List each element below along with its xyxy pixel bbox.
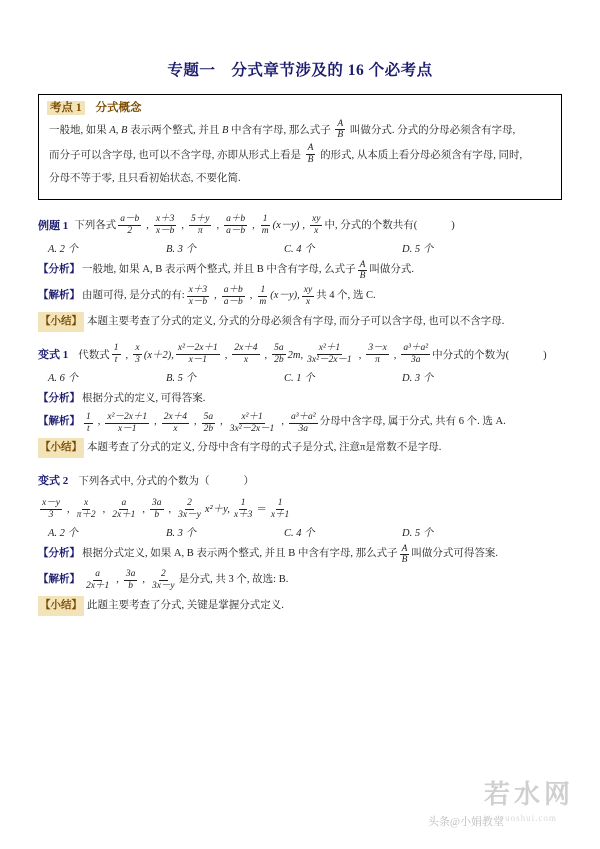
option-c[interactable]: C. 4 个 <box>284 528 315 540</box>
frac-num: A <box>337 118 344 129</box>
frac-num: 1 <box>113 343 119 354</box>
option-d[interactable]: D. 5 个 <box>402 244 434 255</box>
option-a[interactable]: A. 6 个 <box>48 373 79 385</box>
analysis-tag: 【分析】 <box>38 264 80 275</box>
v1-stem-extra2: 2m, <box>287 349 304 361</box>
equals-sign: ＝ <box>256 504 267 516</box>
solution-pre: 由题可得, 是分式的有: <box>82 289 185 301</box>
frac5-tail: (x－y) <box>272 220 300 232</box>
frac-6 <box>310 214 322 237</box>
variant2-solution: 【解析】 $\frac{a}{2x+1}$ , $\frac{3a}{b}$ , $\frac{2}{3x-y}$ 是分式, 共 3 个, 故选: B. <box>38 569 289 592</box>
frac-den: 2b <box>274 355 284 366</box>
frac-den: 2b <box>203 423 214 434</box>
concept-line1-post: 叫做分式. 分式的分母必须含有字母, <box>349 124 516 136</box>
v2-sol-frac-2 <box>124 569 138 592</box>
frac-den: B <box>307 155 314 166</box>
frac-den: x－b <box>155 225 175 236</box>
frac-3 <box>189 214 211 237</box>
example1-stem-pre: 下列各式 <box>74 220 117 232</box>
frac-den: b <box>154 509 160 520</box>
example1-solution: 【解析】 由题可得, 是分式的有: $\frac{x+3}{x-b}$ , $\frac{a+b}{a-b}$ , $\frac{1}{m}$ (x－y), $\frac{xy}{x}$ 共 4 个, 选 C. <box>38 285 376 308</box>
variant2-summary <box>38 596 562 616</box>
comma-1: , <box>115 124 119 136</box>
v1-frac-3 <box>176 343 220 366</box>
variant1-analysis <box>38 389 562 409</box>
frac-den: 3x－y <box>151 581 175 592</box>
concept-line2-post: 的形式, 从本质上看分母必须含有字母, 同时, <box>320 149 523 161</box>
frac-den: B <box>337 130 344 141</box>
frac-num: A <box>401 543 408 554</box>
frac-num: 3－x <box>368 343 387 354</box>
variant1-stem-pre: 代数式 <box>78 349 110 361</box>
frac-den: m <box>261 225 269 236</box>
v2-frac-6 <box>232 498 254 521</box>
frac-5 <box>260 214 271 237</box>
sol-frac-4 <box>302 285 314 308</box>
option-a[interactable]: A. 2 个 <box>48 244 79 255</box>
frac-num: xy <box>303 285 313 296</box>
solution-mid: (x－y), <box>270 289 300 301</box>
frac-den: x <box>173 423 178 434</box>
frac-den: a－b <box>223 297 243 308</box>
sol-frac-1 <box>187 285 209 308</box>
frac-num: 1 <box>277 497 283 508</box>
frac-den: π＋2 <box>76 509 96 520</box>
variant1-stem-end: ) <box>543 349 547 361</box>
watermark-text: 若水网 <box>483 780 574 809</box>
summary-text: 此题主要考查了分式, 关键是掌握分式定义. <box>87 599 284 611</box>
frac-num: a＋b <box>223 285 243 296</box>
v1-sol-frac-1 <box>84 412 93 435</box>
frac-4 <box>224 214 247 237</box>
frac-den: 2 <box>127 225 133 236</box>
frac-den: t <box>114 355 118 366</box>
v1-frac-5 <box>272 343 286 366</box>
summary-text: 本题主要考查了分式的定义, 分式的分母必须含有字母, 而分子可以含字母, 也可以不含字母. <box>87 315 505 327</box>
concept-line-3: 分母不等于零, 且只看初始状态, 不要化简. <box>49 172 241 184</box>
v1-frac-8 <box>401 343 430 366</box>
summary-text: 本题考查了分式的定义, 分母中含有字母的式子是分式, 注意π是常数不是字母. <box>87 442 442 454</box>
sol-frac-2 <box>222 285 245 308</box>
frac-den: x＋3 <box>233 509 253 520</box>
frac-num: x＋3 <box>155 213 175 224</box>
variant2-head: 变式 2 <box>38 475 69 488</box>
v1-sol-frac-2 <box>105 412 149 435</box>
frac-num: x <box>135 343 140 354</box>
frac-den: x <box>243 355 249 366</box>
frac-num: 2x＋4 <box>163 411 188 422</box>
example1-analysis <box>38 260 562 283</box>
frac-a-over-b <box>358 260 368 283</box>
frac-num: 2 <box>187 497 192 508</box>
variant1-stem: 变式 1 代数式 $\frac{1}{t}$ , $\frac{x}{3}$ (x＋2), $\frac{\text{x²－2x＋1}}{x-1}$ , $\frac{2x+4}{x}$ , $\frac{5a}{2b}$ 2m, $\frac{\text{x²＋1}}{\text{3x²－2x－1}}$ , $\frac{3-x}{\pi}$ , $\frac{\text{a³＋a²}}{3a}$ 中分式的个数为( ) <box>38 343 547 366</box>
v2-stem-mid: x²＋y, <box>204 504 230 516</box>
v1-sol-frac-4 <box>202 412 216 435</box>
summary-tag: 【小结】 <box>38 438 84 458</box>
v1-frac-1 <box>112 343 121 366</box>
frac-num: x²＋1 <box>241 411 263 422</box>
concept-line-1 <box>49 119 551 142</box>
example1-summary <box>38 312 562 332</box>
frac-den: x－1 <box>118 423 137 434</box>
solution-post: 分母中含字母, 属于分式, 共有 6 个. 选 A. <box>319 416 506 428</box>
option-c[interactable]: C. 1 个 <box>284 373 315 385</box>
frac-den: 3x²－2x－1 <box>307 355 352 366</box>
frac-den: a－b <box>226 225 246 236</box>
watermark-sub: ruoshui.com <box>501 813 557 823</box>
option-b[interactable]: B. 3 个 <box>166 244 197 255</box>
frac-den: B <box>401 555 408 566</box>
v1-frac-4 <box>232 343 259 366</box>
example1-head: 例题 1 <box>38 219 69 232</box>
analysis-pre: 根据分式定义, 如果 A, B 表示两个整式, 并且 B 中含有字母, 那么式子 <box>82 548 398 560</box>
page-title: 专题一 分式章节涉及的 16 个必考点 <box>167 62 433 79</box>
frac-den: 3 <box>48 509 54 520</box>
kaodian-label: 考点 1 <box>47 101 85 115</box>
analysis-text-pre: 一般地, 如果 A, B 表示两个整式, 并且 B 中含有字母, 么式子 <box>82 264 356 275</box>
frac-num: A <box>307 143 314 154</box>
frac-den: 3a <box>411 355 421 366</box>
solution-post: 是分式, 共 3 个, 故选: B. <box>178 573 289 585</box>
concept-body <box>39 117 561 199</box>
summary-tag: 【小结】 <box>38 312 84 332</box>
variant2-stem-pre: 下列各式中, 分式的个数为（ <box>78 475 210 487</box>
frac-num: x＋3 <box>188 285 208 296</box>
frac-num: 2x＋4 <box>234 343 258 354</box>
variant2-options <box>48 525 562 540</box>
frac-num: 3a <box>125 569 136 580</box>
option-a[interactable]: A. 2 个 <box>48 528 79 540</box>
frac-den: 3x²－2x－1 <box>229 423 275 434</box>
summary-tag: 【小结】 <box>38 596 84 616</box>
option-d[interactable]: D. 3 个 <box>402 373 434 385</box>
solution-tag: 【解析】 <box>38 289 80 301</box>
frac-den: π <box>197 225 203 236</box>
v2-frac-4 <box>150 498 164 521</box>
frac-num: 2 <box>160 569 166 580</box>
frac-num: 1 <box>86 411 91 422</box>
frac-den: 3x－y <box>178 509 201 520</box>
var-a: A <box>109 124 116 136</box>
example1-stem-post: 中, 分式的个数共有( <box>324 220 418 232</box>
frac-num: 1 <box>260 285 266 296</box>
v2-frac-5 <box>176 498 203 521</box>
v1-frac-2 <box>133 343 142 366</box>
v2-frac-7 <box>269 498 291 521</box>
frac-den: x＋1 <box>270 509 290 520</box>
v1-sol-frac-5 <box>228 412 277 435</box>
frac-num: xy <box>312 213 321 224</box>
frac-num: x <box>83 497 89 508</box>
frac-num: 1 <box>240 497 246 508</box>
frac-den: x <box>314 225 319 236</box>
frac-den: 2x＋1 <box>112 509 136 520</box>
frac-den: 3 <box>135 355 140 366</box>
frac-num: 5a <box>274 343 284 354</box>
watermark-logo: 头条@小娟教堂 <box>427 816 504 828</box>
frac-num: a <box>121 497 127 508</box>
variant2-stem-end: ） <box>243 475 254 487</box>
frac-1 <box>118 214 141 237</box>
v1-frac-7 <box>366 343 388 366</box>
frac-num: 1 <box>262 213 268 224</box>
variant1-summary <box>38 438 562 458</box>
frac-den: π <box>375 355 380 366</box>
variant1-stem-post: 中分式的个数为( <box>432 349 510 361</box>
v1-sol-frac-6 <box>289 412 318 435</box>
concept-line2-pre: 而分子可以含字母, 也可以不含字母, 亦即从形式上看是 <box>49 149 301 161</box>
concept-line1-pre: 一般地, 如果 <box>49 124 107 136</box>
frac-num: x²－2x＋1 <box>177 343 218 354</box>
v2-sol-frac-1 <box>84 569 111 592</box>
variant2-expressions: $\frac{x-y}{3}$ , $\frac{x}{\pi+2}$ , $\frac{a}{2x+1}$ , $\frac{3a}{b}$ , $\frac{2}{3x-y}$ x²＋y, $\frac{1}{x+3}$ ＝ $\frac{1}{x+1}$ <box>42 497 290 520</box>
concept-box <box>38 94 562 200</box>
frac-den: x <box>305 297 311 308</box>
frac-num: a <box>95 569 100 580</box>
concept-header <box>39 95 561 117</box>
example1-stem-end: ) <box>451 220 455 232</box>
var-b2: B <box>221 124 229 136</box>
page-content <box>38 58 562 619</box>
v2-frac-2 <box>75 498 98 521</box>
v1-frac-6 <box>305 343 354 366</box>
v1-sol-frac-3 <box>162 412 189 435</box>
frac-num: 5＋y <box>190 213 210 224</box>
option-b[interactable]: B. 5 个 <box>166 373 197 385</box>
fraction-a-over-b <box>335 119 345 142</box>
analysis-tag: 【分析】 <box>38 393 80 405</box>
problem-example-1 <box>38 214 562 331</box>
frac-2 <box>154 214 176 237</box>
v2-frac-3 <box>110 498 137 521</box>
solution-tag: 【解析】 <box>38 573 80 585</box>
variant1-solution: 【解析】 $\frac{1}{t}$ , $\frac{\text{x²－2x＋1}}{x-1}$ , $\frac{2x+4}{x}$ , $\frac{5a}{2b}$ , $\frac{\text{x²＋1}}{\text{3x²－2x－1}}$ , $\frac{\text{a³＋a²}}{3a}$ 分母中含字母, 属于分式, 共有 6 个. 选 A. <box>38 411 506 434</box>
v2-frac-1 <box>40 498 62 521</box>
analysis-text-post: 叫做分式. <box>369 264 415 275</box>
frac-num: x²＋1 <box>318 343 341 354</box>
frac-num: x²－2x＋1 <box>107 411 148 422</box>
v2-sol-frac-3 <box>150 569 177 592</box>
frac-den: b <box>128 581 133 592</box>
concept-line-2 <box>49 144 551 167</box>
frac-den: B <box>359 271 366 282</box>
frac-den: 3a <box>298 423 309 434</box>
solution-post: 共 4 个, 选 C. <box>316 289 376 301</box>
frac-den: t <box>87 423 90 434</box>
frac-num: x－y <box>42 497 60 508</box>
frac-num: a＋b <box>226 213 246 224</box>
option-c[interactable]: C. 4 个 <box>284 244 315 255</box>
problem-variant-2 <box>38 470 562 615</box>
variant2-analysis <box>38 544 562 567</box>
var-b: B <box>121 124 128 136</box>
sol-frac-3 <box>257 285 268 308</box>
option-b[interactable]: B. 3 个 <box>166 528 197 540</box>
v1-stem-extra: (x＋2), <box>143 349 174 361</box>
frac-den: x－1 <box>188 355 208 366</box>
v2-frac-a-over-b <box>400 544 410 567</box>
frac-num: a³＋a² <box>290 411 316 422</box>
analysis-tag: 【分析】 <box>38 548 80 560</box>
frac-num: A <box>359 259 366 270</box>
frac-num: 5a <box>203 411 214 422</box>
variant1-head: 变式 1 <box>38 349 69 362</box>
concept-line1-mid3: 中含有字母, 那么式子 <box>231 124 331 136</box>
frac-num: a³＋a² <box>403 343 429 354</box>
solution-tag: 【解析】 <box>38 416 80 428</box>
concept-line1-mid2: 表示两个整式, 并且 <box>130 124 220 136</box>
example1-options <box>48 241 562 256</box>
frac-den: m <box>259 297 267 308</box>
analysis-text: 根据分式的定义, 可得答案. <box>82 393 206 405</box>
frac-num: a－b <box>120 213 140 224</box>
watermark <box>484 774 574 823</box>
analysis-post: 叫做分式可得答案. <box>411 548 499 560</box>
variant2-stem <box>38 470 562 492</box>
frac-den: 2x＋1 <box>86 581 110 592</box>
variant1-options <box>48 370 562 385</box>
fraction-a-over-b-2 <box>306 143 316 166</box>
concept-title: 分式概念 <box>95 102 142 114</box>
frac-num: 3a <box>152 497 162 508</box>
example1-stem: 例题 1 下列各式 $\frac{a-b}{2}$ , $\frac{x+3}{x-b}$ , $\frac{5+y}{\pi}$ , $\frac{a+b}{a-b}$ , $\frac{1}{m}$ (x－y) , $\frac{xy}{x}$ 中, 分式的个数共有( ) <box>38 213 455 236</box>
problem-variant-1 <box>38 344 562 459</box>
frac-den: x－b <box>188 297 208 308</box>
option-d[interactable]: D. 5 个 <box>402 528 434 540</box>
